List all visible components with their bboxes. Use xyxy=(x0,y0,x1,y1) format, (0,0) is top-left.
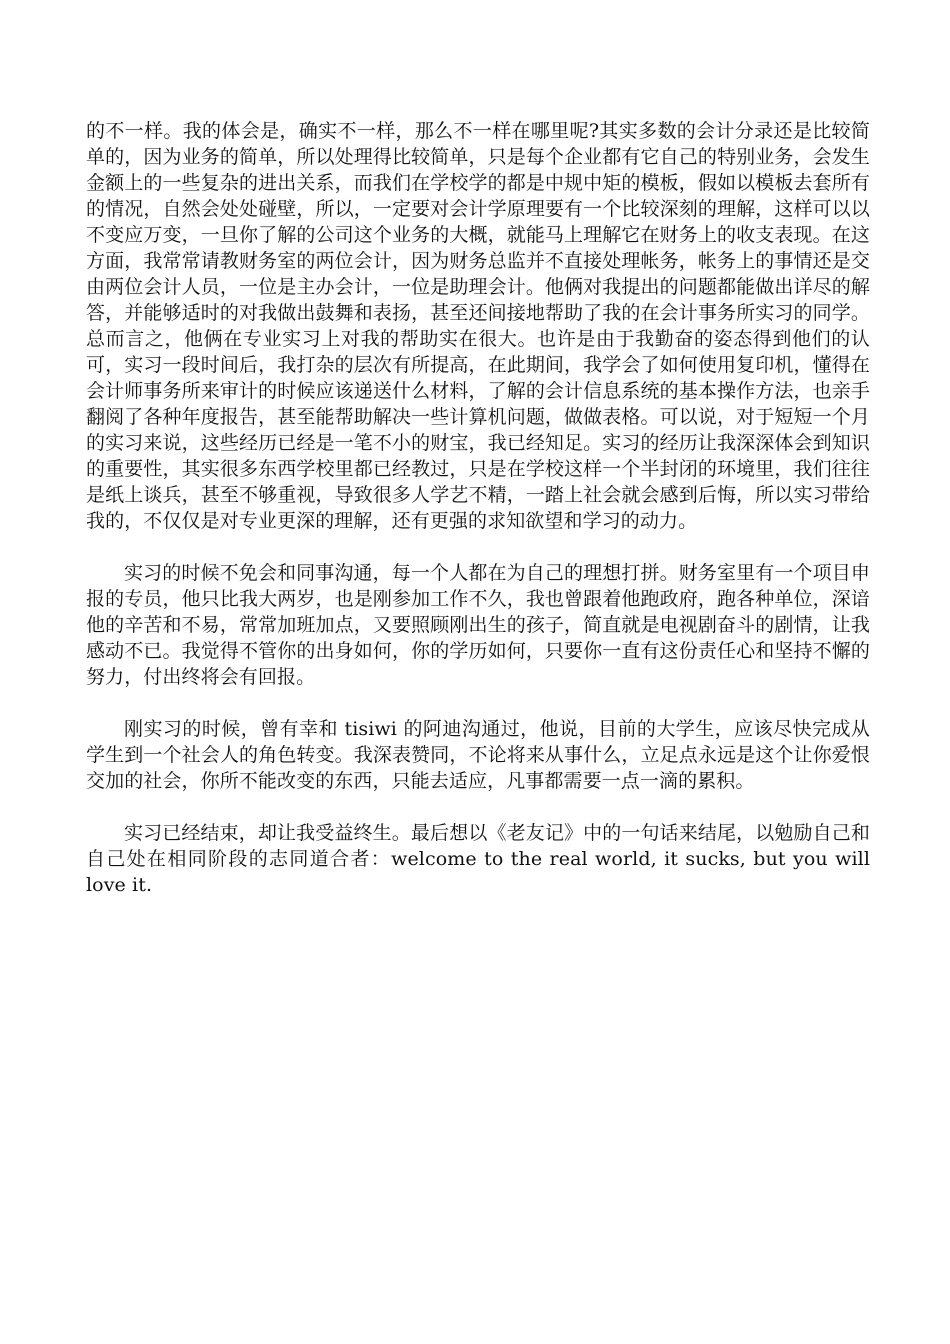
document-body xyxy=(86,118,870,924)
paragraph-3: 刚实习的时候，曾有幸和 tisiwi 的阿迪沟通过，他说，目前的大学生，应该尽快完成从学生到一个社会人的角色转变。我深表赞同，不论将来从事什么，立足点永远是这个让你爱恨交加的社会，你所不能改变的东西，只能去适应，凡事都需要一点一滴的累积。 xyxy=(86,718,870,792)
paragraph-4: 实习已经结束，却让我受益终生。最后想以《老友记》中的一句话来结尾，以勉励自己和自己处在相同阶段的志同道合者：welcome to the real world, it sucks, but you will love it. xyxy=(86,822,870,896)
paragraph-1: 的不一样。我的体会是，确实不一样，那么不一样在哪里呢?其实多数的会计分录还是比较简单的，因为业务的简单，所以处理得比较简单，只是每个企业都有它自己的特别业务，会发生金额上的一些复杂的进出关系，而我们在学校学的都是中规中矩的模板，假如以模板去套所有的情况，自然会处处碰壁，所以，一定要对会计学原理要有一个比较深刻的理解，这样可以以不变应万变，一旦你了解的公司这个业务的大概，就能马上理解它在财务上的收支表现。在这方面，我常常请教财务室的两位会计，因为财务总监并不直接处理帐务，帐务上的事情还是交由两位会计人员，一位是主办会计，一位是助理会计。他俩对我提出的问题都能做出详尽的解答，并能够适时的对我做出鼓舞和表扬，甚至还间接地帮助了我的在会计事务所实习的同学。总而言之，他俩在专业实习上对我的帮助实在很大。也许是由于我勤奋的姿态得到他们的认可，实习一段时间后，我打杂的层次有所提高，在此期间，我学会了如何使用复印机，懂得在会计师事务所来审计的时候应该递送什么材料，了解的会计信息系统的基本操作方法，也亲手翻阅了各种年度报告，甚至能帮助解决一些计算机问题，做做表格。可以说，对于短短一个月的实习来说，这些经历已经是一笔不小的财宝，我已经知足。实习的经历让我深深体会到知识的重要性，其实很多东西学校里都已经教过，只是在学校这样一个半封闭的环境里，我们往往是纸上谈兵，甚至不够重视，导致很多人学艺不精，一踏上社会就会感到后悔，所以实习带给我的，不仅仅是对专业更深的理解，还有更强的求知欲望和学习的动力。 xyxy=(86,120,870,532)
paragraph-2: 实习的时候不免会和同事沟通，每一个人都在为自己的理想打拼。财务室里有一个项目申报的专员，他只比我大两岁，也是刚参加工作不久，我也曾跟着他跑政府，跑各种单位，深谙他的辛苦和不易，常常加班加点，又要照顾刚出生的孩子，简直就是电视剧奋斗的剧情，让我感动不已。我觉得不管你的出身如何，你的学历如何，只要你一直有这份责任心和坚持不懈的努力，付出终将会有回报。 xyxy=(86,562,870,688)
